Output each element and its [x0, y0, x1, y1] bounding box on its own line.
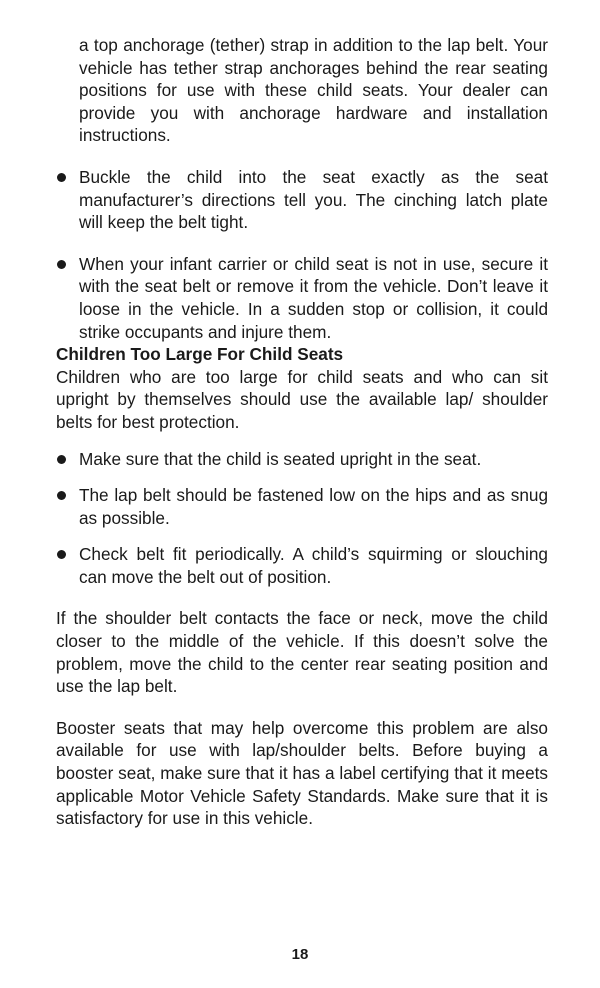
list-item: [56, 543, 548, 588]
section-heading: Children Too Large For Child Seats: [56, 344, 344, 365]
list-item: [56, 166, 548, 234]
list-item-text: Check belt fit periodically. A child’s squirming or slouching can move the belt out of position.: [79, 544, 548, 587]
list-item-text: Buckle the child into the seat exactly as the seat manufacturer’s directions tell you. The cinching latch plate will keep the belt tight.: [79, 166, 548, 233]
bullet-icon: [57, 173, 66, 182]
bullet-icon: [57, 491, 66, 500]
section-intro: Children who are too large for child seats and who can sit upright by themselves should use the available lap/ shoulder belts for best protection.: [56, 366, 548, 432]
continued-paragraph: a top anchorage (tether) strap in addition to the lap belt. Your vehicle has tether strap anchorages behind the rear seating positions for use with these child seats. Your dealer can provide you with anchorage hardware and installation instructions.: [79, 35, 548, 146]
bullet-icon: [57, 455, 66, 464]
bullet-list-section: [56, 448, 548, 589]
page-content: [56, 34, 548, 830]
list-item: [56, 253, 548, 343]
bullet-icon: [57, 260, 66, 269]
list-item-text: Make sure that the child is seated upright in the seat.: [79, 448, 482, 469]
bullet-icon: [57, 550, 66, 559]
list-item: [56, 484, 548, 529]
booster-seat-paragraph: Booster seats that may help overcome this problem are also available for use with lap/shoulder belts. Before buying a booster seat, make sure that it has a label certifying that it meets applicable Motor Vehicle Safety Standards. Make sure that it is satisfactory for use in this vehicle.: [56, 717, 548, 829]
list-item-text: When your infant carrier or child seat is not in use, secure it with the seat belt or remove it from the vehicle. Don’t leave it loose in the vehicle. In a sudden stop or collision, it could strike occupants and injure them.: [79, 253, 548, 342]
list-item: [56, 448, 548, 471]
page-number: 18: [291, 946, 309, 963]
bullet-list-top: [56, 166, 548, 343]
shoulder-belt-paragraph: If the shoulder belt contacts the face or neck, move the child closer to the middle of the vehicle. If this doesn’t solve the problem, move the child to the center rear seating position and use the lap belt.: [56, 608, 548, 697]
list-item-text: The lap belt should be fastened low on the hips and as snug as possible.: [79, 485, 548, 528]
